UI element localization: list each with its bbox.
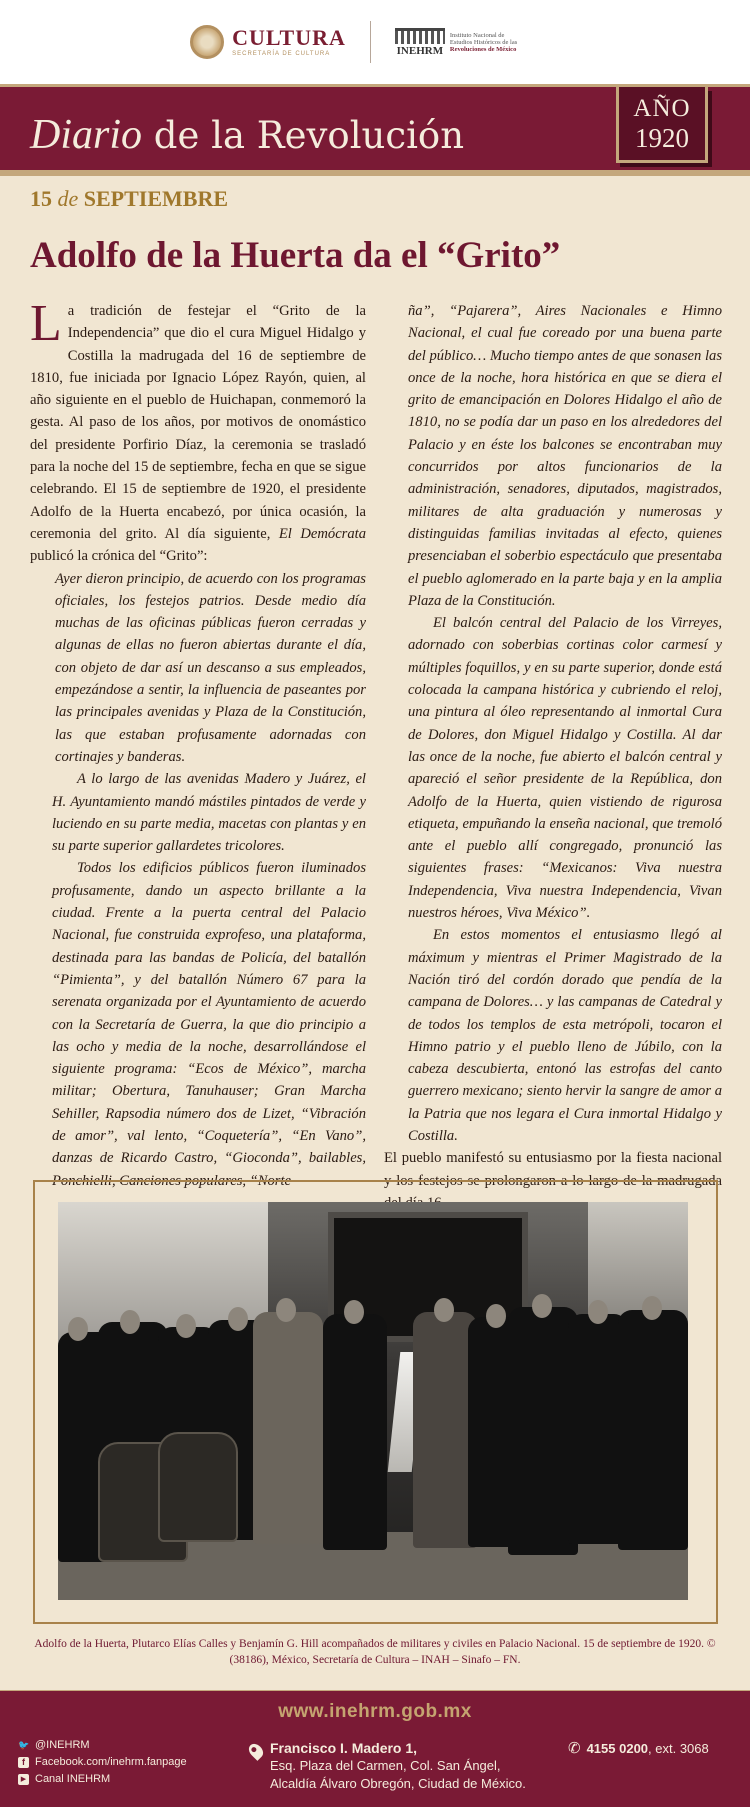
logo-bar: [0, 0, 750, 84]
website-link[interactable]: www.inehrm.gob.mx: [278, 1701, 472, 1722]
youtube-channel: Canal INEHRM: [35, 1773, 111, 1785]
year-badge: [616, 87, 708, 163]
quote-paragraph-1: Ayer dieron principio, de acuerdo con los programas oficiales, los festejos patrios. Desde medio día muchas de las oficinas públicas fueron cerradas y algunas de ellas no fueron abiertas durante el día, con objeto de dar así un descanso a sus empleados, empezándose a sentir, la influencia de paseantes por las principales avenidas y Plaza de la Constitución, las que estaban profusamente adornadas con cortinajes y banderas.: [55, 570, 366, 765]
social-links: [18, 1737, 187, 1788]
address-line-1: Esq. Plaza del Carmen, Col. San Ángel,: [270, 1758, 501, 1773]
cultura-name: CULTURA: [232, 25, 346, 50]
footer: [0, 1690, 750, 1807]
twitter-icon: 🐦: [18, 1740, 30, 1750]
publication-title: [30, 111, 464, 159]
logo-divider: [370, 21, 371, 63]
quote-paragraph-3-cont: ña”, “Pajarera”, Aires Nacionales e Himno Nacional, el cual fue coreado por una buena parte del público… Mucho tiempo antes de que sonasen las once de la noche, hora histórica en que se diera el grito de emancipación en Dolores Hidalgo el año de 1810, no se podía dar un paso en los alrededores del Palacio y en éste los balcones se encontraban muy concurridos por altos funcionarios de la administración, senadores, diputados, magistrados, militares de alta graduación y numerosas y distinguidas familias invitadas al efecto, quienes presenciaban el soberbio espectáculo que presentaba el pueblo aglomerado en la parte baja y en la amplia Plaza de la Constitución.: [408, 303, 722, 609]
article-column-right: [386, 300, 722, 1214]
article-column-left: [30, 295, 367, 1192]
youtube-icon: ▶: [18, 1774, 29, 1785]
date-day: 15: [30, 186, 58, 211]
quote-paragraph-5: En estos momentos el entusiasmo llegó al máximum y mientras el Primer Magistrado de la Nación tiró del cordón dorado que pendía de la campana de Dolores… y las campanas de Catedral y de todos los templos de esta metrópoli, tocaron el Himno patrio y el pueblo lleno de Júbilo, con la cabeza descubierta, entonó las estrofas del canto guerrero mexicano; siento hervir la sangre de amor a la Patria que nos legara el Cura inmortal Hidalgo y Costilla.: [408, 927, 722, 1144]
inehrm-building-icon: [395, 28, 445, 44]
inehrm-desc-3: Revoluciones de México: [449, 45, 517, 53]
inehrm-desc-1: Instituto Nacional de: [449, 31, 505, 39]
newspaper-name: El Demócrata: [278, 525, 367, 542]
phone-ext: , ext. 3068: [648, 1740, 709, 1756]
publication-title-rest: de la Revolución: [142, 114, 465, 157]
phone-number: 4155 0200: [586, 1740, 649, 1756]
year-value: 1920: [635, 122, 689, 153]
intro-paragraph: [30, 295, 367, 568]
publication-title-italic: Diario: [30, 112, 143, 158]
address-line-2: Alcaldía Álvaro Obregón, Ciudad de México.: [270, 1776, 526, 1791]
intro-text: a tradición de festejar el “Grito de la Independencia” que dio el cura Miguel Hidalgo y Costilla la madrugada del 16 de septiembre de 1810, fue iniciada por Ignacio López Rayón, quien, al año siguiente en el pueblo de Huichapan, conmemoró la gesta. Al paso de los años, por motivos de onomástico del presidente Porfirio Díaz, la ceremonia se trasladó para la noche del 15 de septiembre, fecha en que se sigue celebrando. El 15 de septiembre de 1920, el presidente Adolfo de la Huerta encabezó, por única ocasión, la ceremonia del grito. Al día siguiente,: [30, 303, 366, 542]
facebook-link[interactable]: [18, 1754, 187, 1771]
quote-paragraph-3: Todos los edificios públicos fueron iluminados profusamente, dando un aspecto brillante a la ciudad. Frente a la puerta central del Palacio Nacional, fue construida exprofeso, una plataforma, destinada para las bandas de Policía, del batallón “Pimienta”, y del batallón Número 67 para la serenata organizada por el Ayuntamiento de acuerdo con la Secretaría de Guerra, la que dio principio a las ocho y media de la noche, desarrollándose el siguiente programa: “Ecos de México”, marcha militar; Obertura, Tanuhauser; Gran Marcha Sehiller, Rapsodia número dos de Lizet, “Vibración de amor”, val lento, “Coquetería”, “En Vano”, danzas de Ricardo Castro, “Gioconda”, bailables, Ponchielli, Canciones populares, “Norte-: [52, 860, 366, 1189]
inehrm-acronym: INEHRM: [396, 44, 444, 57]
cultura-logo: [190, 25, 346, 59]
closing-paragraph: El pueblo manifestó su entusiasmo por la fiesta nacional y los festejos se prolongaron a lo largo de la madrugada: [384, 1150, 722, 1189]
facebook-url: Facebook.com/inehrm.fanpage: [35, 1756, 187, 1768]
inehrm-desc-2: Estudios Históricos de las: [449, 38, 518, 46]
historic-photo: [58, 1202, 688, 1600]
address-block: [250, 1739, 526, 1793]
location-pin-icon: [246, 1741, 266, 1761]
photo-caption: Adolfo de la Huerta, Plutarco Elías Calles y Benjamín G. Hill acompañados de militares y civiles en Palacio Nacional. 15 de septiembre de 1920. © (38186), México, Secretaría de Cultura – INAH – Sinafo – FN.: [34, 1638, 716, 1666]
date-month: SEPTIEMBRE: [78, 186, 229, 211]
headline: Adolfo de la Huerta da el “Grito”: [30, 235, 561, 276]
quote-paragraph-4: El balcón central del Palacio de los Virreyes, adornado con soberbias cortinas color carmesí y múltiples foquillos, y en su parte superior, donde está colocada la campana histórica y cubriendo el reloj, una pintura al óleo representando al inmortal Cura de Dolores, don Miguel Hidalgo y Costilla. Al dar las once de la noche, fue abierto el balcón central y apareció el señor presidente de la República, don Adolfo de la Huerta, quien vistiendo de rigurosa etiqueta, empuñando la enseña nacional, que tremoló ante el pueblo allí congregado, pronunció las siguientes frases: “Mexicanos: Viva nuestra Independencia, Viva nuestra Independencia, Vivan nuestros héroes, Viva México”.: [408, 615, 722, 922]
phone-icon: ✆: [568, 1740, 581, 1757]
dropcap: L: [30, 295, 62, 352]
intro-end: publicó la crónica del “Grito”:: [30, 548, 208, 565]
mexico-seal-icon: [190, 25, 224, 59]
twitter-link[interactable]: [18, 1737, 187, 1754]
inehrm-logo: [395, 28, 560, 57]
address-title: Francisco I. Madero 1,: [270, 1740, 418, 1756]
facebook-icon: f: [18, 1757, 29, 1768]
youtube-link[interactable]: [18, 1771, 187, 1788]
date-de: de: [57, 186, 79, 211]
twitter-handle: @INEHRM: [35, 1739, 90, 1751]
phone-block: [568, 1739, 709, 1757]
header-band: [0, 84, 750, 176]
cultura-subtitle: SECRETARÍA DE CULTURA: [232, 51, 331, 57]
entry-date: [30, 186, 228, 212]
quote-paragraph-2: A lo largo de las avenidas Madero y Juárez, el H. Ayuntamiento mandó mástiles pintados de verde y luciendo en su parte media, macetas con plantas y en su parte superior gallardetes tricolores.: [52, 771, 366, 855]
year-label: AÑO: [633, 94, 691, 122]
